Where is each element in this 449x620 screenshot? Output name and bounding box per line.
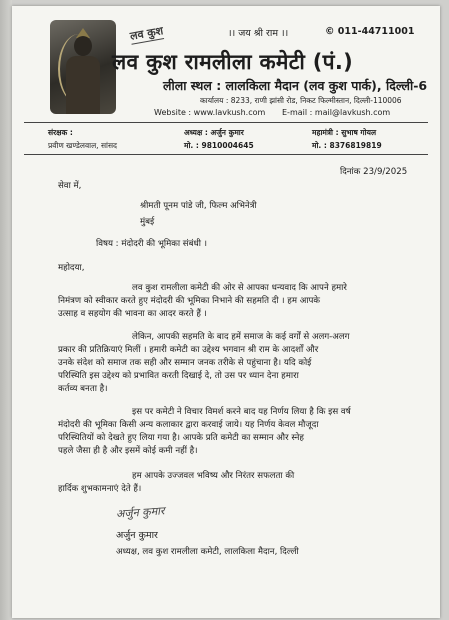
head-shape: [74, 36, 92, 56]
deity-portrait: [50, 20, 116, 114]
background-surface: [0, 0, 12, 620]
office-address: कार्यालय : 8233, राणी झांसी रोड, निकट फिल्मीस्तान, दिल्ली-110006: [200, 96, 402, 105]
phone-number: © 011-44711001: [325, 26, 415, 37]
recipient-name: श्रीमती पूनम पांडे जी, फिल्म अभिनेत्री: [140, 201, 257, 211]
paragraph2-line: कर्तव्य बनता है।: [58, 384, 108, 394]
subject-line: विषय : मंदोदरी की भूमिका संबंधी ।: [96, 239, 208, 249]
paragraph3-line: इस पर कमेटी ने विचार विमर्श करने बाद यह निर्णय लिया है कि इस वर्ष: [132, 407, 351, 417]
patron-name: प्रवीण खण्डेलवाल, सांसद: [48, 141, 118, 150]
officers-divider: [24, 154, 428, 155]
patron-title: संरक्षक :: [48, 128, 73, 137]
to-label: सेवा में,: [58, 181, 82, 191]
recipient-city: मुंबई: [140, 217, 155, 227]
email-text: E-mail : mail@lavkush.com: [282, 108, 391, 117]
jay-shri-ram-heading: ।। जय श्री राम ।।: [228, 28, 289, 39]
paragraph3-line: परिस्थितियों को देखते हुए लिया गया है। आपके प्रति कमेटी का सम्मान और स्नेह: [58, 433, 304, 443]
paragraph2-line: उनके संदेश को समाज तक सही और सम्मान जनक तरीके से पहुंचाना है। यदि कोई: [58, 358, 312, 368]
paragraph3-line: मंदोदरी की भूमिका किसी अन्य कलाकार द्वारा करवाई जाये। यह निर्णय केवल मौजूदा: [58, 420, 319, 430]
president-mobile: मो. : 9810004645: [184, 141, 254, 150]
paragraph4-line: हार्दिक शुभकामनाएं देते हैं।: [58, 484, 142, 494]
paragraph2-line: प्रकार की प्रतिक्रियाएं मिलीं । हमारी कमेटी का उद्देश्य भगवान श्री राम के आदर्शों और: [58, 345, 319, 355]
paragraph2-line: परिस्थिति इस उद्देश्य को प्रभावित करती दिखाई दे, तो उस पर ध्यान देना हमारा: [58, 371, 299, 381]
president-title: अध्यक्ष : अर्जुन कुमार: [184, 128, 244, 137]
salutation: महोदया,: [58, 263, 85, 273]
sender-title: अध्यक्ष, लव कुश रामलीला कमेटी, लालकिला मैदान, दिल्ली: [116, 547, 299, 557]
secretary-mobile: मो. : 8376819819: [312, 141, 382, 150]
logo-stamp: लव कुश: [129, 24, 165, 43]
sender-name: अर्जुन कुमार: [116, 530, 158, 541]
paragraph2-line: लेकिन, आपकी सहमति के बाद हमें समाज के कई वर्गों से अलग-अलग: [132, 332, 350, 342]
website-text: Website : www.lavkush.com: [154, 108, 266, 117]
paragraph1-line: उत्साह व सहयोग की भावना का आदर करते हैं ।: [58, 309, 207, 319]
header-divider: [24, 122, 428, 123]
body-shape: [66, 56, 100, 114]
letter-date: दिनांक 23/9/2025: [340, 167, 408, 177]
secretary-title: महामंत्री : सुभाष गोयल: [312, 128, 377, 137]
paragraph3-line: पहले जैसा ही है और इसमें कोई कमी नहीं है।: [58, 446, 198, 456]
venue-line: लीला स्थल : लालकिला मैदान (लव कुश पार्क), दिल्ली-6: [163, 78, 428, 93]
paragraph1-line: लव कुश रामलीला कमेटी की ओर से आपका धन्यवाद कि आपने हमारे: [132, 283, 347, 293]
organization-name: लव कुश रामलीला कमेटी (पं.): [112, 50, 354, 74]
paragraph1-line: निमंत्रण को स्वीकार करते हुए मंदोदरी की भूमिका निभाने की सहमति दी । हम आपके: [58, 296, 320, 306]
paragraph4-line: हम आपके उज्जवल भविष्य और निरंतर सफलता की: [132, 471, 295, 481]
handwritten-signature: अर्जुन कुमार: [115, 504, 165, 521]
